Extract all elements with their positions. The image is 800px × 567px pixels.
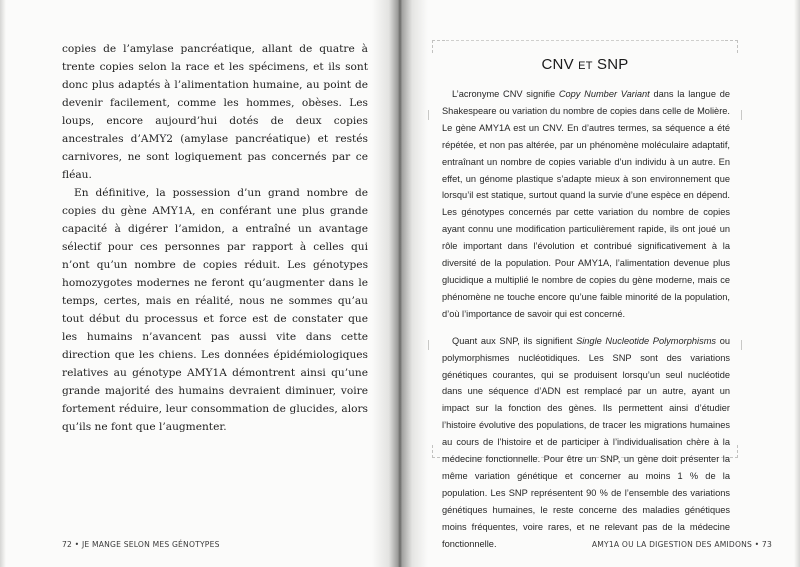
box-p2-text-1: Quant aux SNP, ils signifient — [452, 335, 577, 346]
page-edge-right — [794, 0, 800, 567]
box-p1-emphasis: Copy Number Variant — [558, 89, 650, 99]
left-page-footer: 72 • JE MANGE SELON MES GÉNOTYPES — [62, 540, 220, 549]
box-title — [432, 56, 738, 73]
box-paragraph-cnv — [442, 86, 730, 323]
box-title-cnv: CNV — [541, 56, 574, 73]
book-gutter — [372, 0, 428, 567]
left-paragraph-2: En définitive, la possession d’un grand nombre de copies du gène AMY1A, en conférant une plus grande capacité à digérer l’amidon, a entraîné un avantage sélectif pour ces personnes par rapport à celles qui n’ont qu’un nombre de copies réduit. Les génotypes homozygotes modernes ne feront qu’augmenter dans le temps, certes, mais en réalité, nous ne sommes qu’au tout début du processus et force est de constater que les humains n’avancent pas aussi vite dans cette direction que les chiens. Les données épidémiologiques relatives au génotype AMY1A démontrent ainsi qu’une grande majorité des humains devraient diminuer, voire fortement réduire, leur consommation de glucides, alors qu’ils ne font que l’augmenter. — [62, 187, 368, 433]
right-page-footer: AMY1A OU LA DIGESTION DES AMIDONS • 73 — [591, 540, 772, 549]
box-corner-top-right — [725, 40, 738, 53]
box-side-tick — [428, 340, 429, 350]
box-p2-emphasis: Single Nucleotide Polymorphisms — [576, 335, 717, 346]
box-side-tick — [741, 110, 742, 120]
box-p1-text-1: L’acronyme CNV signifie — [452, 89, 559, 99]
box-side-tick — [428, 110, 429, 120]
box-side-tick — [741, 340, 742, 350]
box-p1-text-2: dans la langue de Shakespeare ou variation du nombre de copies dans celle de Molière. Le gène AMY1A est un CNV. En d’autres termes, sa séquence a été répétée, et non pas altérée, par un phénomène moléculaire adaptatif, entraînant un nombre de copies variable d’un individu à un autre. En effet, un génome plastique s’adapte mieux à son environnement que lorsqu’il est statique, surtout quand la survie d’une espèce en dépend. Les génotypes concernés par cette variation du nombre de copies ayant connu une modification particulièrement rapide, ils ont joué un rôle important dans l’évolution et contribué significativement à la diversité de la population. Pour AMY1A, l’alimentation devenue plus glucidique a multiplié le nombre de copies du gène moderne, mais ce phénomène ne touche encore qu’une faible minorité de la population, d’où l’importance de savoir qui est concerné. — [442, 89, 730, 319]
box-corner-top-left — [432, 40, 445, 53]
box-p2-text-2: ou polymorphismes nucléotidiques. Les SNP sont des variations génétiques courantes, qui se produisent lorsqu’un seul nucléotide dans une séquence d’ADN est remplacé par un autre, ayant un impact sur la fonction des gènes. Ils permettent ainsi d’étudier l’histoire évolutive des populations, de tracer les migrations humaines au cours de l’histoire et de participer à l’individualisation chère à la médecine fonctionnelle. Pour être un SNP, un gène doit présenter la même variation génétique et concerner au moins 1 % de la population. Les SNP représentent 90 % de l’ensemble des variations génétiques humaines, le reste concerne des maladies génétiques moins fréquentes, voire rares, et ne relevant pas de la médecine fonctionnelle. — [442, 335, 730, 549]
box-body — [442, 86, 730, 552]
page-edge-left — [0, 0, 6, 567]
box-title-snp: SNP — [597, 56, 629, 73]
left-page-body — [62, 40, 368, 436]
box-border-top — [446, 40, 724, 41]
box-title-et: ET — [578, 60, 593, 72]
left-paragraph-1: copies de l’amylase pancréatique, allant de quatre à trente copies selon la race et les spécimens, et ils sont donc plus adaptés à l’alimentation humaine, au point de devenir facilement, comme les hommes, obèses. Les loups, encore aujourd’hui dotés de deux copies ancestrales d’AMY2 (amylase pancréatique) et restés carnivores, ne sont logiquement pas concernés par ce fléau. — [62, 43, 368, 181]
box-paragraph-snp — [442, 333, 730, 553]
